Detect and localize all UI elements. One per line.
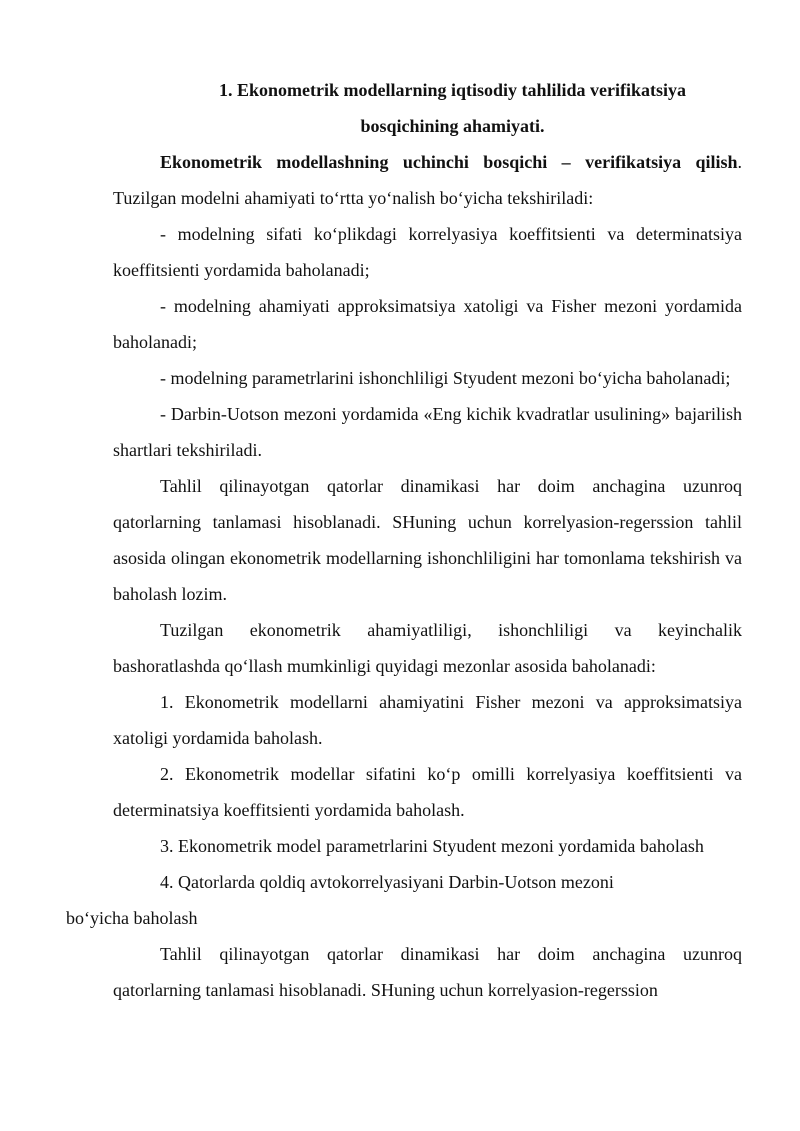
heading-line-2: bosqichining ahamiyati. <box>360 116 545 136</box>
document-page <box>66 72 742 1008</box>
bullet-item: - modelning sifati ko‘plikdagi korrelyasiya koeffitsienti va determinatsiya koeffitsienti yordamida baholanadi; <box>113 224 742 280</box>
item4-line-2: bo‘yicha baholash <box>66 908 198 928</box>
body-paragraph-1: Tahlil qilinayotgan qatorlar dinamikasi har doim anchagina uzunroq qatorlarning tanlamasi hisoblanadi. SHuning uchun korrelyasion-regerssion tahlil asosida olingan ekonometrik modellarning ishonchliligini har tomonlama tekshirish va baholash lozim. <box>113 476 742 604</box>
numbered-item-4 <box>66 864 742 936</box>
item4-line-1: 4. Qatorlarda qoldiq avtokorrelyasiyani Darbin-Uotson mezoni <box>160 872 614 892</box>
bullet-item: - modelning ahamiyati approksimatsiya xatoligi va Fisher mezoni yordamida baholanadi; <box>113 296 742 352</box>
bullet-item: - modelning parametrlarini ishonchliligi Styudent mezoni bo‘yicha baholanadi; <box>160 368 731 388</box>
intro-rest: . Tuzilgan modelni ahamiyati to‘rtta yo‘nalish bo‘yicha tekshiriladi: <box>113 152 742 208</box>
heading-line-1: 1. Ekonometrik modellarning iqtisodiy tahlilida verifikatsiya <box>218 80 687 100</box>
body-paragraph-2: Tuzilgan ekonometrik ahamiyatliligi, ishonchliligi va keyinchalik bashoratlashda qo‘llash mumkinligi quyidagi mezonlar asosida baholanadi: <box>113 620 742 676</box>
body-paragraph-3: Tahlil qilinayotgan qatorlar dinamikasi har doim anchagina uzunroq qatorlarning tanlamasi hisoblanadi. SHuning uchun korrelyasion-regerssion <box>113 944 742 1000</box>
section-heading <box>113 72 742 144</box>
intro-paragraph <box>113 144 742 216</box>
numbered-item: 2. Ekonometrik modellar sifatini ko‘p omilli korrelyasiya koeffitsienti va determinatsiya koeffitsienti yordamida baholash. <box>113 764 742 820</box>
numbered-item: 3. Ekonometrik model parametrlarini Styudent mezoni yordamida baholash <box>160 836 704 856</box>
bullet-item: - Darbin-Uotson mezoni yordamida «Eng kichik kvadratlar usulining» bajarilish shartlari tekshiriladi. <box>113 404 742 460</box>
intro-bold-lead: Ekonometrik modellashning uchinchi bosqichi – verifikatsiya qilish <box>160 152 738 172</box>
numbered-item: 1. Ekonometrik modellarni ahamiyatini Fisher mezoni va approksimatsiya xatoligi yordamida baholash. <box>113 692 742 748</box>
